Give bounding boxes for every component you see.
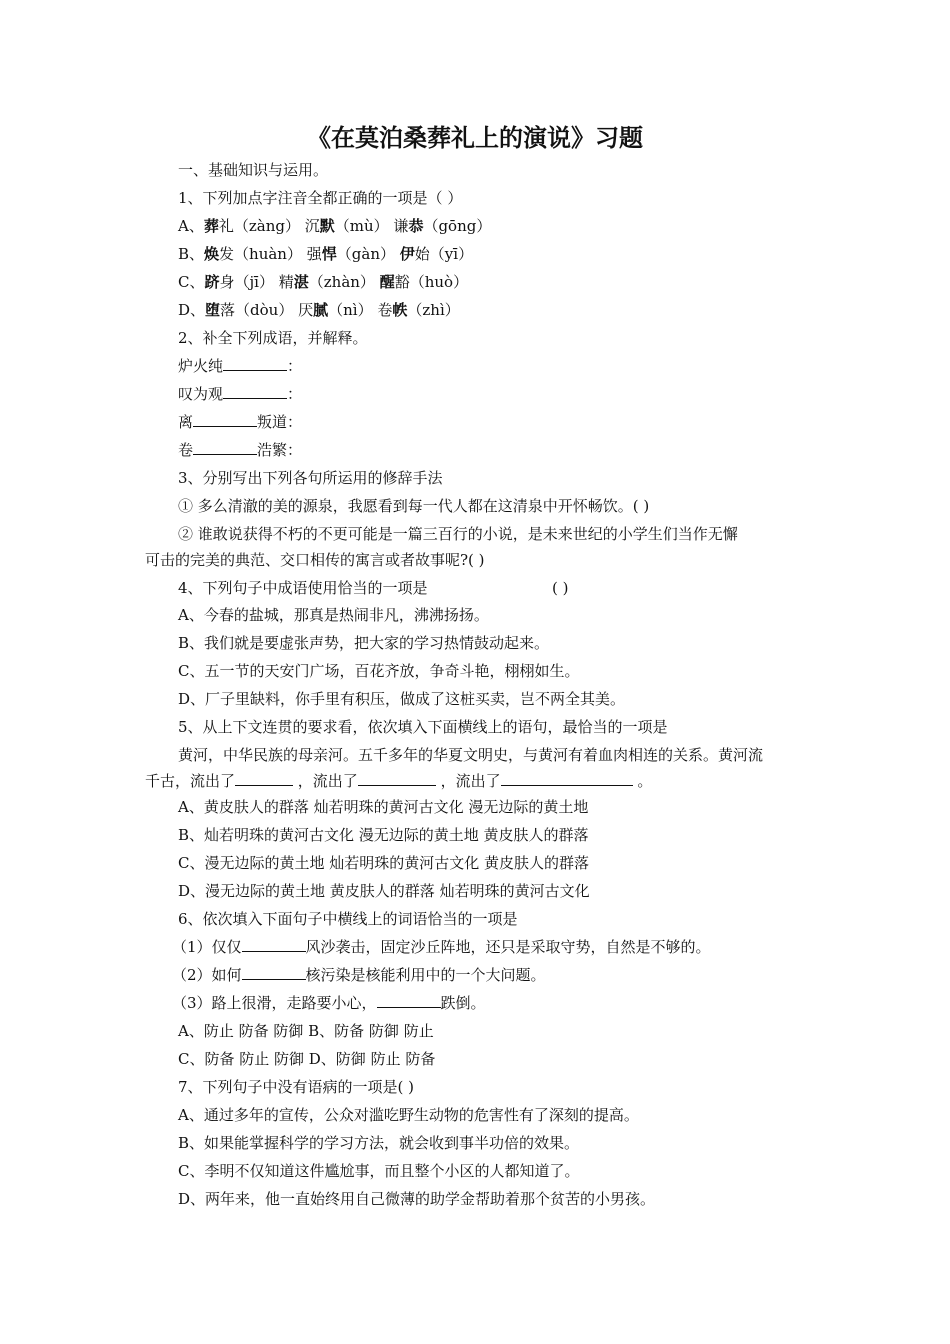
blank-line[interactable] xyxy=(242,965,306,980)
blank-line[interactable] xyxy=(235,771,293,786)
blank-line[interactable] xyxy=(193,412,257,427)
question-7-option-c: C、李明不仅知道这件尴尬事，而且整个小区的人都知道了。 xyxy=(178,1162,580,1180)
question-4-option-b: B、我们就是要虚张声势，把大家的学习热情鼓动起来。 xyxy=(178,634,550,652)
blank-line[interactable] xyxy=(358,771,436,786)
question-3-stem: 3、分别写出下列各句所运用的修辞手法 xyxy=(178,469,443,487)
blank-line[interactable] xyxy=(377,993,441,1008)
question-4-option-d: D、厂子里缺料，你手里有积压，做成了这桩买卖，岂不两全其美。 xyxy=(178,690,626,708)
question-7-option-d: D、两年来，他一直始终用自己微薄的助学金帮助着那个贫苦的小男孩。 xyxy=(178,1190,656,1208)
question-6-stem: 6、依次填入下面句子中横线上的词语恰当的一项是 xyxy=(178,910,518,928)
question-3-sentence-2: ② 谁敢说获得不朽的不更可能是一篇三百行的小说，是未来世纪的小学生们当作无懈 xyxy=(178,525,738,543)
question-1-option-b: B、焕发（huàn） 强悍（gàn） 伊始（yī） xyxy=(178,245,474,263)
question-5-stem: 5、从上下文连贯的要求看，依次填入下面横线上的语句，最恰当的一项是 xyxy=(178,718,668,736)
blank-line[interactable] xyxy=(501,771,633,786)
question-1-option-a: A、葬礼（zàng） 沉默（mù） 谦恭（gōng） xyxy=(178,217,492,235)
question-6-sentence-1: （1）仅仅 风沙袭击，固定沙丘阵地，还只是采取守势，自然是不够的。 xyxy=(172,938,711,956)
question-6-options-ab: A、防止 防备 防御 B、防备 防御 防止 xyxy=(178,1022,434,1040)
blank-line[interactable] xyxy=(223,384,287,399)
question-5-option-d: D、漫无边际的黄土地 黄皮肤人的群落 灿若明珠的黄河古文化 xyxy=(178,882,590,900)
question-5-passage-cont: 千古，流出了 ，流出了 ，流出了 。 xyxy=(145,772,653,790)
question-5-option-b: B、灿若明珠的黄河古文化 漫无边际的黄土地 黄皮肤人的群落 xyxy=(178,826,589,844)
question-6-sentence-3: （3）路上很滑，走路要小心， 跌倒。 xyxy=(172,994,486,1012)
answer-paren: ( ) xyxy=(552,579,569,597)
question-1-option-d: D、堕落（dòu） 厌腻（nì） 卷帙（zhì） xyxy=(178,301,460,319)
question-3-sentence-1: ① 多么清澈的美的源泉，我愿看到每一代人都在这清泉中开怀畅饮。( ) xyxy=(178,497,650,515)
idiom-item: 卷 浩繁： xyxy=(178,441,303,459)
question-5-option-a: A、黄皮肤人的群落 灿若明珠的黄河古文化 漫无边际的黄土地 xyxy=(178,798,589,816)
blank-line[interactable] xyxy=(193,440,257,455)
question-6-sentence-2: （2）如何 核污染是核能利用中的一个大问题。 xyxy=(172,966,546,984)
question-5-option-c: C、漫无边际的黄土地 灿若明珠的黄河古文化 黄皮肤人的群落 xyxy=(178,854,590,872)
question-4-option-a: A、今春的盐城，那真是热闹非凡，沸沸扬扬。 xyxy=(178,606,489,624)
idiom-item: 离 叛道： xyxy=(178,413,303,431)
question-6-options-cd: C、防备 防止 防御 D、防御 防止 防备 xyxy=(178,1050,436,1068)
page-title: 《在莫泊桑葬礼上的演说》习题 xyxy=(307,123,643,152)
question-2-stem: 2、补全下列成语，并解释。 xyxy=(178,329,368,347)
question-4-stem: 4、下列句子中成语使用恰当的一项是 xyxy=(178,579,428,597)
question-3-sentence-2-cont: 可击的完美的典范、交口相传的寓言或者故事呢?( ) xyxy=(145,551,485,569)
question-7-option-a: A、通过多年的宣传，公众对滥吃野生动物的危害性有了深刻的提高。 xyxy=(178,1106,639,1124)
idiom-item: 炉火纯 ： xyxy=(178,357,303,375)
question-4-option-c: C、五一节的天安门广场，百花齐放，争奇斗艳，栩栩如生。 xyxy=(178,662,580,680)
question-1-option-c: C、跻身（jī） 精湛（zhàn） 醒豁（huò） xyxy=(178,273,469,291)
idiom-item: 叹为观 ： xyxy=(178,385,303,403)
section-heading: 一、基础知识与运用。 xyxy=(178,161,329,179)
question-7-option-b: B、如果能掌握科学的学习方法，就会收到事半功倍的效果。 xyxy=(178,1134,580,1152)
question-5-passage: 黄河，中华民族的母亲河。五千多年的华夏文明史，与黄河有着血肉相连的关系。黄河流 xyxy=(178,746,764,764)
question-7-stem: 7、下列句子中没有语病的一项是( ) xyxy=(178,1078,415,1096)
question-1-stem: 1、下列加点字注音全都正确的一项是（ ） xyxy=(178,189,463,207)
blank-line[interactable] xyxy=(242,937,306,952)
blank-line[interactable] xyxy=(223,356,287,371)
